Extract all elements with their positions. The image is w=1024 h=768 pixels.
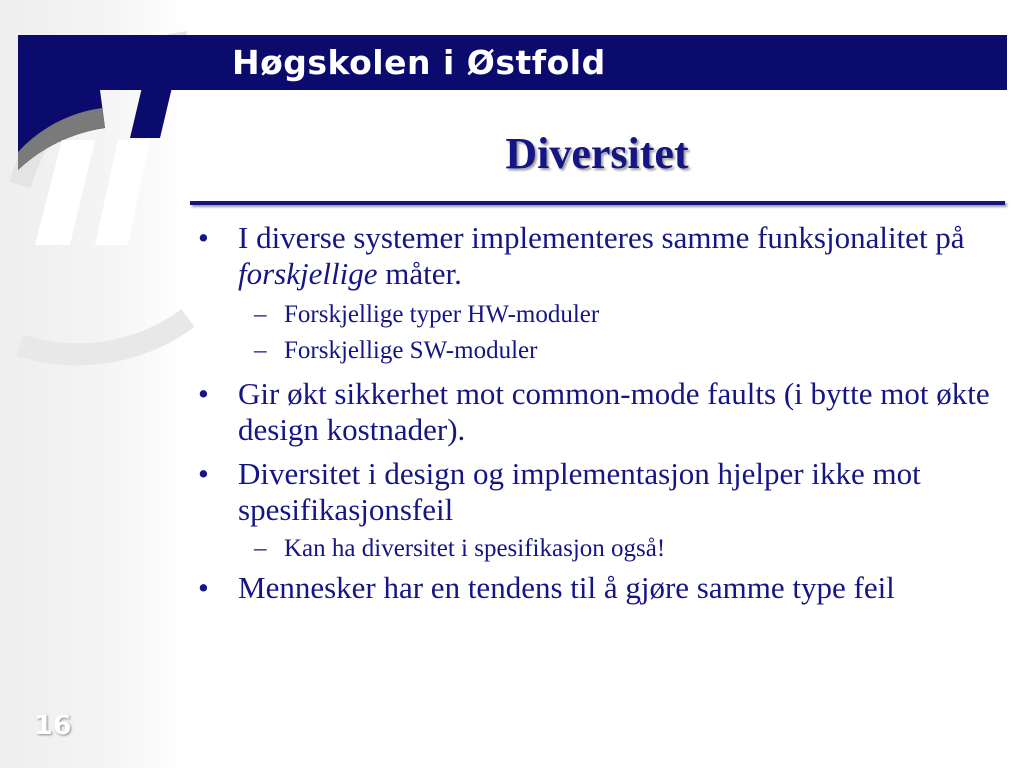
bullet-text-end: måter. — [377, 256, 462, 291]
bullet-icon: • — [198, 570, 209, 605]
bullet-text-start: I diverse systemer implementeres samme funksjonalitet på — [238, 220, 965, 255]
bullet-text: Gir økt sikkerhet mot common-mode faults (i bytte mot økte design kostnader). — [238, 376, 990, 447]
bullet-emphasis: forskjellige — [238, 256, 378, 291]
spacer — [198, 366, 998, 376]
bullet-item — [198, 376, 998, 448]
bullet-item — [198, 220, 998, 292]
bullet-item — [198, 456, 998, 528]
sub-bullet-text: Forskjellige SW-moduler — [284, 337, 538, 364]
dash-icon: – — [254, 301, 267, 328]
title-divider — [190, 201, 1005, 205]
sub-bullet-text: Forskjellige typer HW-moduler — [284, 301, 600, 328]
bullet-icon: • — [198, 456, 209, 491]
sub-bullet-item — [198, 336, 998, 366]
page-number: 16 — [34, 710, 72, 741]
slide-content — [198, 220, 998, 614]
bullet-item — [198, 570, 998, 606]
bullet-text: Diversitet i design og implementasjon hjelper ikke mot spesifikasjonsfeil — [238, 456, 921, 527]
sub-bullet-item — [198, 534, 998, 564]
sub-bullet-item — [198, 300, 998, 330]
sub-bullet-text: Kan ha diversitet i spesifikasjon også! — [284, 535, 666, 562]
dash-icon: – — [254, 535, 267, 562]
dash-icon: – — [254, 337, 267, 364]
slide-title: Diversitet — [505, 129, 689, 178]
bullet-text: Mennesker har en tendens til å gjøre samme type feil — [238, 570, 895, 605]
bullet-icon: • — [198, 376, 209, 411]
institution-name: Høgskolen i Østfold — [232, 43, 606, 82]
bullet-icon: • — [198, 220, 209, 255]
